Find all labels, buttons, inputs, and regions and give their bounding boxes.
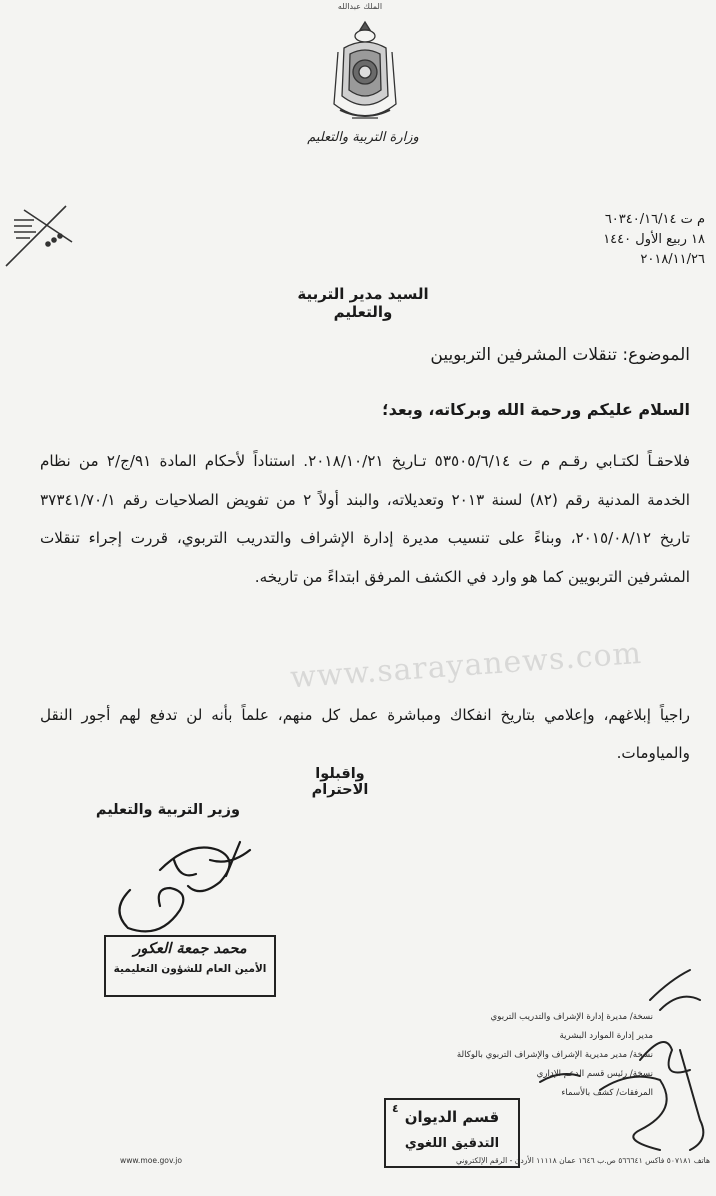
crest-motto: الملك عبدالله bbox=[337, 2, 383, 11]
reference-date: ٢٠١٨/١١/٢٦ bbox=[640, 252, 705, 267]
signatory-position: الأمين العام للشؤون التعليمية bbox=[113, 963, 267, 975]
copy-line: المرفقات/ كشف بالأسماء bbox=[561, 1088, 653, 1098]
name-stamp bbox=[104, 935, 276, 997]
signatory-name: محمد جمعة العكور bbox=[133, 941, 247, 957]
reference-hijri-date: ١٨ ربيع الأول ١٤٤٠ bbox=[603, 232, 705, 247]
diwan-line2: التدقيق اللغوي bbox=[404, 1136, 500, 1151]
copy-line: مدير إدارة الموارد البشرية bbox=[559, 1031, 653, 1041]
reference-number: م ت ٦٠٣٤٠/١٦/١٤ bbox=[604, 212, 705, 227]
addressee: السيد مدير التربية والتعليم bbox=[297, 285, 429, 321]
copy-line: نسخة/ رئيس قسم الدعم الإداري bbox=[536, 1069, 653, 1079]
reference-block bbox=[560, 210, 705, 270]
letter-body: فلاحقـاً لكتـابي رقـم م ت ٥٣٥٠٥/٦/١٤ تـاريخ ٢٠١٨/١٠/٢١. استناداً لأحكام المادة ٩١/ج/٢ من نظام الخدمة المدنية رقم (٨٢) لسنة ٢٠١٣ وتعديلاته، والبند أولاً ٢ من تفويض الصلاحيات رقم ٣٧٣٤١/٧٠/١ تاريخ ٢٠١٥/٠٨/١٢، وبناءً على تنسيب مديرة إدارة الإشراف والتدريب التربوي، قررت إجراء تنقلات المشرفين التربويين كما هو وارد في الكشف المرفق ابتداءً من تاريخه. bbox=[40, 452, 691, 586]
diwan-line1: قسم الديوان bbox=[404, 1108, 500, 1126]
jordan-coat-of-arms-icon bbox=[330, 18, 400, 130]
copy-line: نسخة/ مديرة إدارة الإشراف والتدريب التربوي bbox=[490, 1012, 653, 1022]
letter-request: راجياً إبلاغهم، وإعلامي بتاريخ انفكاك ومباشرة عمل كل منهم، علماً بأنه لن تدفع لهم أجور النقل والمياومات. bbox=[40, 706, 690, 762]
signatory-title: وزير التربية والتعليم bbox=[95, 802, 240, 818]
footer-url: www.moe.gov.jo bbox=[120, 1156, 183, 1165]
diwan-number: ٤ bbox=[392, 1102, 399, 1115]
footer-address: هاتف ٥٠٧١٨١ فاكس ٥٦٦٦٤١ ص.ب ١٦٤٦ عمان ١١١١٨ الأردن - الرقم الإلكتروني bbox=[455, 1156, 710, 1165]
ministry-name: وزارة التربية والتعليم bbox=[307, 130, 419, 145]
subject-line: الموضوع: تنقلات المشرفين التربويين bbox=[430, 345, 690, 365]
corner-stamp-mark bbox=[4, 200, 74, 270]
copy-line: نسخة/ مدير مديرية الإشراف والإشراف التربوي بالوكالة bbox=[456, 1050, 653, 1060]
closing-line: واقبلوا الاحترام bbox=[311, 766, 369, 798]
handwritten-signature bbox=[100, 830, 260, 940]
greeting: السلام عليكم ورحمة الله وبركاته، وبعد؛ bbox=[382, 400, 690, 419]
watermark: www.sarayanews.com bbox=[289, 635, 644, 696]
copies-list bbox=[388, 1008, 653, 1103]
